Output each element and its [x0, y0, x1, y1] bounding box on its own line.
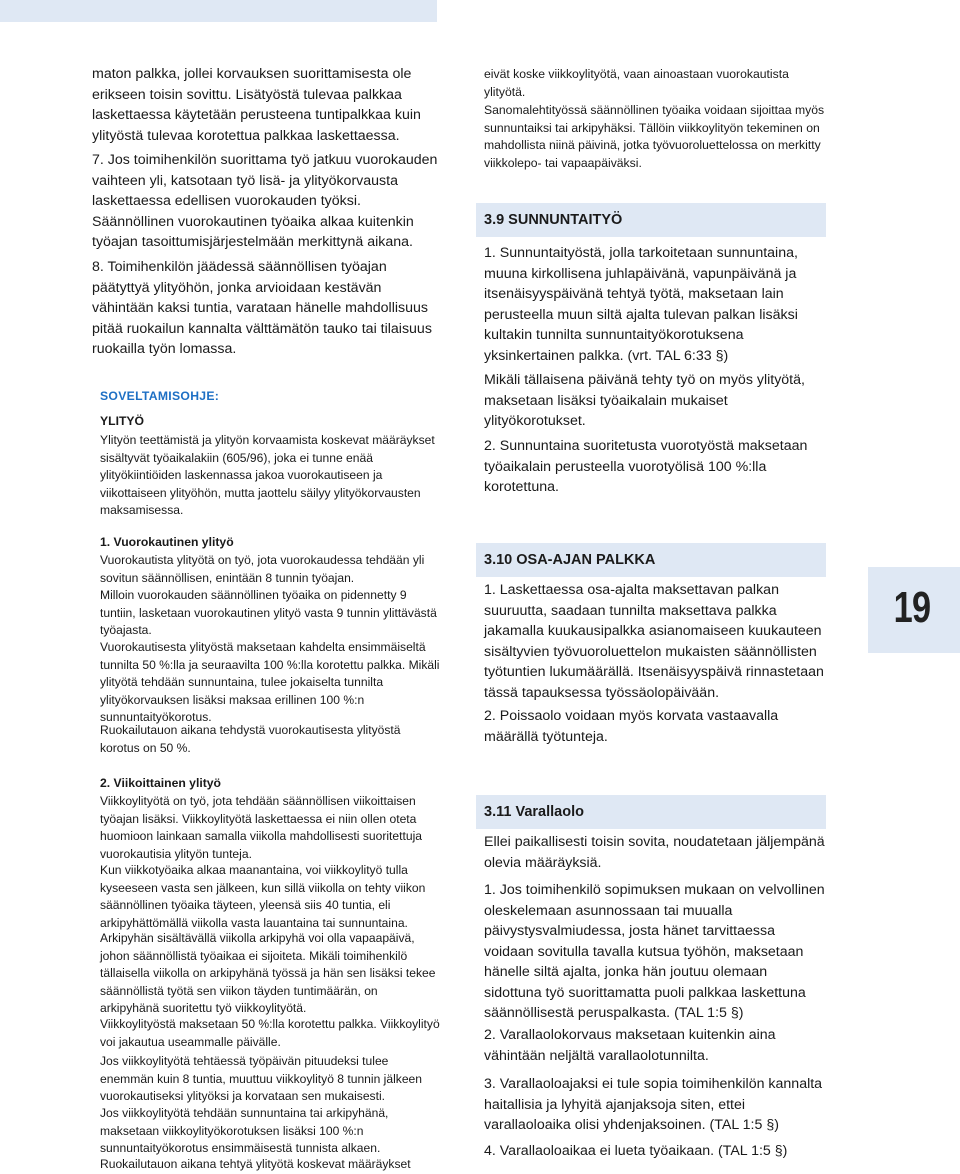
paragraph-weekly-1: Viikkoylityötä on työ, jota tehdään säännöllisen viikoittaisen työajan lisäksi. Viikkoylityötä laskettaessa ei niin ollen oteta huomioon lainkaan samalla viikolla mahdollisesti suoritettuja vuorokautisia ylityön tunteja.: [100, 794, 422, 861]
section-3-11-title: 3.11 Varallaolo: [484, 804, 584, 820]
section-3-9-heading: [476, 203, 826, 237]
section-3-10-heading: [476, 543, 826, 577]
paragraph-newspaper-work: Sanomalehtityössä säännöllinen työaika voidaan sijoittaa myös sunnuntaiksi tai arkipyhäksi. Tällöin viikkoylityön tekeminen on mahdollista niinä päivinä, jotka työvuoroluettelossa on merkitty viikkolepo- tai vapaapäiväksi.: [484, 103, 825, 170]
paragraph-daily-3: Vuorokautisesta ylityöstä maksetaan kahdelta ensimmäiseltä tunnilta 50 %:lla ja seuraavilta 100 %:lla korotettu palkka. Mikäli ylityötä tehdään sunnuntaina, tulee jokaiselta tunnilta ylityökorvauksen lisäksi maksaa erillinen 100 %:n sunnuntaityökorotus.: [100, 640, 440, 724]
subheading-overtime: YLITYÖ: [100, 414, 145, 428]
paragraph-weekly-7: Ruokailutauon aikana tehtyä ylityötä koskevat määräykset: [100, 1157, 411, 1171]
paragraph-daily-1: Vuorokautista ylityötä on työ, jota vuorokaudessa tehdään yli sovitun säännöllisen, enintään 8 tunnin työajan.: [100, 553, 425, 585]
paragraph-weekly-6: Jos viikkoylityötä tehdään sunnuntaina tai arkipyhänä, maksetaan viikkoylityökorotuksen lisäksi 100 %:n sunnuntaityökorotus ensimmäisestä tunnista alkaen.: [100, 1106, 389, 1155]
paragraph-oncall-intro: Ellei paikallisesti toisin sovita, noudatetaan jäljempänä olevia määräyksiä.: [484, 834, 825, 871]
subheading-daily-overtime: 1. Vuorokautinen ylityö: [100, 535, 234, 549]
paragraph-weekly-3: Arkipyhän sisältävällä viikolla arkipyhä voi olla vapaapäivä, johon säännöllistä työaikaa ei sijoiteta. Mikäli toimihenkilö tällaisella viikolla on arkipyhänä työssä ja hän sen lisäksi tekee säännöllistä työtä sen viikon täyden tuntimäärän, on arkipyhänä suoritettu työ viikkoylityötä.: [100, 931, 436, 1015]
paragraph-8: 8. Toimihenkilön jäädessä säännöllisen työajan päätyttyä ylityöhön, jonka arvioidaan kestävän vähintään kaksi tuntia, varataan hänelle mahdollisuus pitää ruokailun kannalta välttämätön tauko tai tilaisuus ruokailla työn lomassa.: [92, 259, 432, 357]
section-3-10-title: 3.10 OSA-AJAN PALKKA: [484, 552, 656, 568]
section-3-11-heading: [476, 795, 826, 829]
paragraph-sunday-1: 1. Sunnuntaityöstä, jolla tarkoitetaan sunnuntaina, muuna kirkollisena juhlapäivänä, vapunpäivänä ja itsenäisyyspäivänä tehtyä työtä, maksetaan lain perusteella muun siltä ajalta tulevan palkan lisäksi kultakin tunnilta sunnuntaityökorotuksena yksinkertainen palkka. (vrt. TAL 6:33 §): [484, 245, 798, 364]
paragraph-daily-2: Milloin vuorokauden säännöllinen työaika on pidennetty 9 tuntiin, lasketaan vuorokautinen ylityö vasta 9 tunnin ylittävästä työajasta.: [100, 588, 437, 637]
application-guide-label: SOVELTAMISOHJE:: [100, 389, 220, 403]
paragraph-overtime-intro: Ylityön teettämistä ja ylityön korvaamista koskevat määräykset sisältyvät työaikalakiin (605/96), joka ei tunne enää ylityökiintiöiden laskennassa jakoa vuorokautiseen ja viikottaiseen ylityöhön, mutta jaottelu säilyy ylityökorvausten maksamisessa.: [100, 433, 435, 517]
chapter-tab-number: 19: [893, 583, 931, 632]
subheading-weekly-overtime: 2. Viikoittainen ylityö: [100, 776, 222, 790]
paragraph-oncall-1: 1. Jos toimihenkilö sopimuksen mukaan on velvollinen oleskelemaan asunnossaan tai muualla päivystysvalmiudessa, josta hänet tarvittaessa voidaan sovitulla tavalla kutsua työhön, maksetaan hänelle siltä ajalta, jonka hän joutuu olemaan sidottuna työ suorittamatta puoli palkkaa laskettuna säännöllisestä peruspalkasta. (TAL 1:5 §): [484, 882, 825, 1021]
section-3-9-title: 3.9 SUNNUNTAITYÖ: [484, 212, 623, 228]
paragraph-continuation: maton palkka, jollei korvauksen suorittamisesta ole erikseen toisin sovittu. Lisätyöstä tulevaa palkkaa laskettaessa käytetään perusteena tuntipalkkaa kuin ylityöstä tulevaa korotettua palkkaa laskettaessa.: [92, 66, 421, 144]
paragraph-oncall-3: 3. Varallaoloajaksi ei tule sopia toimihenkilön kannalta haitallisia ja lyhyitä ajanjaksoja siten, ettei varallaoloaika olisi yhdenjaksoinen. (TAL 1:5 §): [484, 1076, 823, 1133]
paragraph-sunday-3: 2. Sunnuntaina suoritetusta vuorotyöstä maksetaan työaikalain perusteella vuorotyölisä 100 %:lla korotettuna.: [484, 438, 808, 495]
paragraph-weekly-5: Jos viikkoylityötä tehtäessä työpäivän pituudeksi tulee enemmän kuin 8 tuntia, muuttuu viikkoylityö 8 tunnin jälkeen vuorokautiseksi ylityöksi ja korvataan sen mukaisesti.: [100, 1054, 423, 1103]
paragraph-right-continuation: eivät koske viikkoylityötä, vaan ainoastaan vuorokautista ylityötä.: [484, 67, 789, 99]
paragraph-parttime-1: 1. Laskettaessa osa-ajalta maksettavan palkan suuruutta, saadaan tunnilta maksettava palkka jakamalla kuukausipalkka asianomaiseen kuukauteen sisältyvien työvuoroluettelon mukaisten säännöllisten työtuntien lukumäärällä. Itsenäisyyspäivä rinnastetaan tässä tapauksessa työssäolopäivään.: [484, 582, 824, 701]
paragraph-7: 7. Jos toimihenkilön suorittama työ jatkuu vuorokauden vaihteen yli, katsotaan työ lisä- ja ylityökorvausta laskettaessa edellisen vuorokauden työksi. Säännöllinen vuorokautinen työaika alkaa kuitenkin työajan tasoittumisjärjestelmään merkittynä aikana.: [92, 152, 438, 250]
paragraph-daily-4: Ruokailutauon aikana tehdystä vuorokautisesta ylityöstä korotus on 50 %.: [100, 723, 401, 755]
paragraph-oncall-4: 4. Varallaoloaikaa ei lueta työaikaan. (TAL 1:5 §): [484, 1143, 788, 1159]
paragraph-weekly-2: Kun viikkotyöaika alkaa maanantaina, voi viikkoylityö tulla kyseeseen vasta sen jälkeen, kun sillä viikolla on tehty viikon säännöllinen työaika täyteen, yleensä siis 40 tuntia, eli arkipyhättömällä viikolla vasta lauantaina tai sunnuntaina.: [100, 863, 426, 930]
paragraph-parttime-2: 2. Poissaolo voidaan myös korvata vastaavalla määrällä työtunteja.: [484, 708, 779, 745]
header-tint-bar: [0, 0, 437, 22]
paragraph-sunday-2: Mikäli tällaisena päivänä tehty työ on myös ylityötä, maksetaan lisäksi työaikalain mukaiset ylityökorotukset.: [484, 372, 805, 429]
paragraph-weekly-4: Viikkoylityöstä maksetaan 50 %:lla korotettu palkka. Viikkoylityö voi jakautua useammalle päivälle.: [100, 1017, 440, 1049]
paragraph-oncall-2: 2. Varallaolokorvaus maksetaan kuitenkin aina vähintään neljältä varallaolotunnilta.: [484, 1027, 776, 1064]
